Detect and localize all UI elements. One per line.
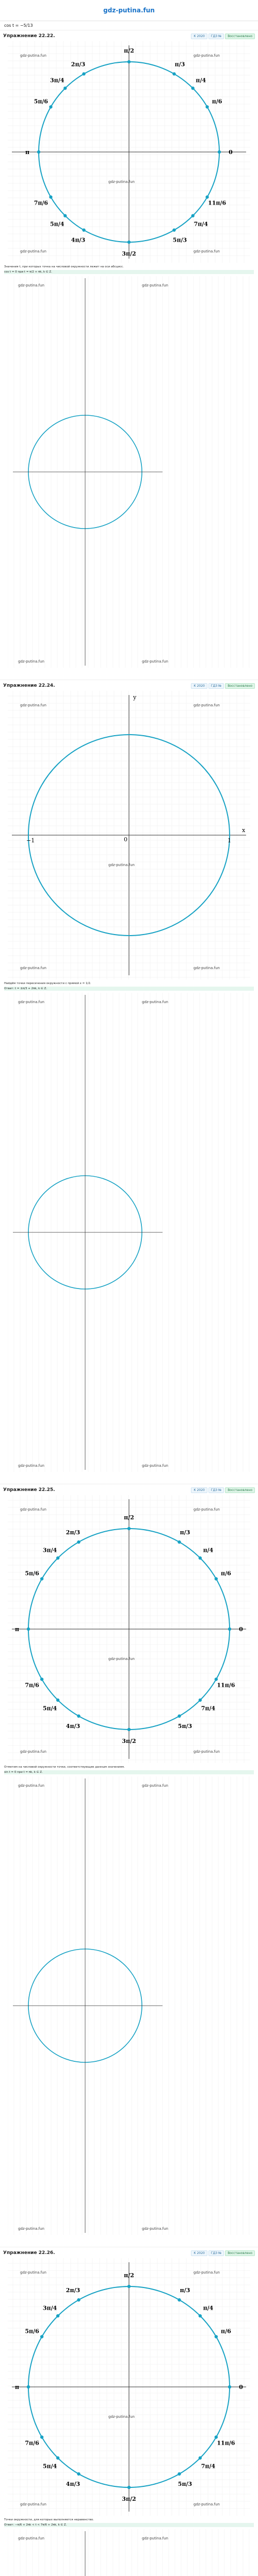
watermark-text: gdz-putina.fun (194, 2270, 220, 2275)
angle-label: 5π/3 (172, 236, 187, 244)
circle-point (40, 2335, 43, 2338)
angle-label: 5π/4 (42, 2463, 57, 2470)
watermark-text: gdz-putina.fun (20, 1750, 46, 1754)
watermark-text: gdz-putina.fun (194, 54, 220, 58)
watermark-text: gdz-putina.fun (18, 1464, 44, 1468)
exercise-badges (191, 683, 255, 689)
circle-point (178, 2298, 181, 2301)
exercise-badge[interactable]: К 2020 (191, 683, 207, 689)
site-header (0, 0, 258, 21)
angle-label: π (14, 1626, 20, 1633)
angle-label: 5π/4 (42, 1705, 57, 1712)
exercise-title: Упражнение 22.26. (3, 2250, 55, 2256)
circle-point (77, 2298, 80, 2301)
angle-label: 5π/3 (178, 2480, 192, 2487)
circle-point (215, 1577, 218, 1580)
watermark-text: gdz-putina.fun (194, 249, 220, 253)
angle-label: 5π/6 (34, 98, 49, 105)
circle-point (40, 1577, 43, 1580)
watermark-text: gdz-putina.fun (18, 659, 44, 664)
exercise-section (0, 1484, 258, 2247)
watermark-text: gdz-putina.fun (142, 1000, 168, 1004)
exercise-badge[interactable]: Восстановлено (225, 683, 255, 689)
exercise-badge[interactable]: Восстановлено (225, 33, 255, 39)
angle-label: 7π/6 (25, 1682, 39, 1689)
circle-point (49, 195, 52, 198)
exercise-badge[interactable]: К 2020 (191, 2250, 207, 2256)
watermark-text: gdz-putina.fun (142, 659, 168, 664)
angle-label: π/2 (124, 2272, 134, 2279)
exercise-section (0, 680, 258, 1484)
angle-label: 11π/6 (217, 2439, 235, 2447)
watermark-text: gdz-putina.fun (142, 2227, 168, 2231)
circle-point (56, 1556, 59, 1560)
angle-label: 3π/4 (42, 2304, 57, 2312)
angle-label: 11π/6 (208, 199, 227, 207)
circle-point (40, 1677, 43, 1681)
angle-label: 7π/4 (201, 1705, 216, 1712)
watermark-text: gdz-putina.fun (20, 54, 46, 58)
circle-point (215, 2435, 218, 2438)
circle-point (77, 1715, 80, 1718)
angle-label: π/2 (124, 1514, 134, 1521)
watermark-text: gdz-putina.fun (142, 1784, 168, 1788)
exercise-title: Упражнение 22.25. (3, 1487, 55, 1493)
exercise-section (0, 2247, 258, 2576)
circle-point (127, 2486, 131, 2489)
unit-circle-figure (8, 41, 250, 263)
sketch-figure (8, 276, 250, 668)
circle-point (172, 228, 175, 231)
circle-point (82, 72, 85, 75)
exercise-badge[interactable]: Восстановлено (225, 1487, 255, 1493)
exercise-list (0, 30, 258, 2576)
angle-label: 3π/2 (122, 2496, 136, 2502)
circle-point (49, 105, 52, 108)
angle-label: π/2 (124, 47, 134, 54)
circle-point (63, 87, 67, 90)
exercise-title: Упражнение 22.24. (3, 683, 55, 688)
angle-label: π/6 (221, 1570, 231, 1577)
angle-label: π/3 (174, 61, 185, 68)
watermark-text: gdz-putina.fun (142, 2536, 168, 2540)
angle-label: 3π/4 (50, 77, 64, 84)
angle-label: 0 (229, 149, 233, 156)
watermark-text: gdz-putina.fun (20, 703, 46, 707)
watermark-text: gdz-putina.fun (18, 283, 44, 287)
intro-formula: cos t = −5/13 (4, 23, 33, 28)
exercise-note: Отметим на числовой окружности точки, соответствующие данным значениям. (4, 1766, 125, 1769)
exercise-badge[interactable]: Восстановлено (225, 2250, 255, 2256)
watermark-text: gdz-putina.fun (108, 180, 135, 184)
exercise-badge[interactable]: ГДЗ № (208, 683, 224, 689)
circle-point (199, 1556, 202, 1560)
circle-point (40, 2435, 43, 2438)
circle-point (205, 105, 208, 108)
angle-label: π/3 (180, 1529, 190, 1536)
exercise-notes (0, 2516, 258, 2529)
circle-point (37, 150, 40, 154)
angle-label: π/4 (203, 2304, 214, 2312)
angle-label: π/6 (212, 98, 222, 105)
circle-point (77, 1540, 80, 1544)
angle-label: 7π/6 (25, 2439, 39, 2447)
watermark-text: gdz-putina.fun (18, 1000, 44, 1004)
angle-label: 2π/3 (71, 61, 86, 68)
angle-label: 7π/4 (194, 221, 208, 228)
circle-point (228, 1628, 231, 1631)
angle-label: 4π/3 (71, 236, 86, 244)
circle-point (82, 228, 85, 231)
axis-label: x (242, 827, 246, 834)
sketch-figure (8, 1776, 250, 2235)
watermark-text: gdz-putina.fun (20, 2502, 46, 2506)
exercise-note: Найдём точки пересечения окружности с прямой x = 1/2. (4, 982, 91, 985)
axis-label: y (133, 694, 137, 701)
angle-label: 2π/3 (66, 1529, 80, 1536)
exercise-badge[interactable]: ГДЗ № (208, 2250, 224, 2256)
watermark-text: gdz-putina.fun (194, 966, 220, 970)
exercise-notes (0, 1763, 258, 1776)
angle-label: 2π/3 (66, 2287, 80, 2294)
circle-point (205, 195, 208, 198)
exercise-header (0, 30, 258, 41)
axis-label: 1 (228, 837, 231, 844)
circle-point (199, 2456, 202, 2460)
watermark-text: gdz-putina.fun (18, 1784, 44, 1788)
circle-point (127, 1527, 131, 1530)
exercise-notes (0, 263, 258, 276)
circle-point (27, 1628, 30, 1631)
circle-point (191, 87, 195, 90)
exercise-note: sin t = 0 при t = πk, k ∈ Z. (4, 1770, 254, 1774)
circle-point (215, 2335, 218, 2338)
exercise-notes (0, 979, 258, 993)
angle-label: 5π/6 (25, 1570, 39, 1577)
exercise-note: Ответ: −π/6 + 2πk < t < 7π/6 + 2πk, k ∈ Z. (4, 2523, 254, 2527)
exercise-header (0, 2247, 258, 2258)
sketch-figure (8, 993, 250, 1472)
unit-circle-figure (8, 691, 250, 979)
exercise-note: Ответ: t = ±π/3 + 2πk, k ∈ Z. (4, 987, 254, 991)
watermark-text: gdz-putina.fun (194, 2502, 220, 2506)
watermark-text: gdz-putina.fun (142, 283, 168, 287)
angle-label: π (25, 149, 30, 156)
circle-point (56, 2456, 59, 2460)
exercise-badge[interactable]: К 2020 (191, 1487, 207, 1493)
angle-label: 3π/2 (122, 250, 136, 257)
watermark-text: gdz-putina.fun (194, 1507, 220, 1512)
angle-label: π/4 (196, 77, 206, 84)
angle-label: 0 (239, 2384, 243, 2391)
exercise-header (0, 1484, 258, 1495)
watermark-text: gdz-putina.fun (20, 1507, 46, 1512)
circle-point (178, 1540, 181, 1544)
exercise-title: Упражнение 22.22. (3, 33, 55, 39)
circle-point (218, 150, 221, 154)
angle-label: 5π/4 (50, 221, 64, 228)
circle-point (191, 214, 195, 217)
watermark-text: gdz-putina.fun (108, 863, 135, 867)
angle-label: π (14, 2384, 20, 2391)
angle-label: π/6 (221, 2328, 231, 2335)
circle-point (178, 2472, 181, 2476)
watermark-text: gdz-putina.fun (20, 249, 46, 253)
sketch-figure (8, 2529, 250, 2576)
watermark-text: gdz-putina.fun (18, 2536, 44, 2540)
exercise-badge[interactable]: ГДЗ № (208, 1487, 224, 1493)
circle-point (63, 214, 67, 217)
angle-label: 3π/4 (42, 1547, 57, 1554)
circle-point (127, 2285, 131, 2288)
circle-point (127, 60, 131, 63)
exercise-badges (191, 1487, 255, 1493)
circle-point (172, 72, 175, 75)
angle-label: 0 (239, 1626, 243, 1633)
exercise-note: Значения t, при которых точка на числовой окружности лежит на оси абсцисс. (4, 265, 124, 268)
axis-label: 0 (124, 836, 127, 843)
exercise-badges (191, 2250, 255, 2256)
circle-point (199, 2314, 202, 2317)
watermark-text: gdz-putina.fun (108, 2415, 135, 2419)
axis-label: −1 (26, 837, 35, 844)
angle-label: 4π/3 (66, 2480, 80, 2487)
angle-label: 5π/6 (25, 2328, 39, 2335)
watermark-text: gdz-putina.fun (20, 966, 46, 970)
unit-circle-figure (8, 2258, 250, 2516)
watermark-text: gdz-putina.fun (18, 2227, 44, 2231)
unit-circle-figure (8, 1495, 250, 1763)
exercise-badge[interactable]: ГДЗ № (208, 33, 224, 39)
watermark-text: gdz-putina.fun (108, 1657, 135, 1661)
exercise-note: cos t = 0 при t = π/2 + πk, k ∈ Z. (4, 270, 254, 274)
circle-point (178, 1715, 181, 1718)
circle-point (199, 1699, 202, 1702)
exercise-header (0, 680, 258, 691)
circle-point (228, 2385, 231, 2388)
angle-label: π/4 (203, 1547, 214, 1554)
angle-label: 7π/4 (201, 2463, 216, 2470)
circle-point (27, 2385, 30, 2388)
watermark-text: gdz-putina.fun (142, 1464, 168, 1468)
circle-point (56, 2314, 59, 2317)
exercise-badge[interactable]: К 2020 (191, 33, 207, 39)
circle-point (56, 1699, 59, 1702)
circle-point (127, 241, 131, 244)
angle-label: 7π/6 (34, 199, 49, 207)
angle-label: 5π/3 (178, 1722, 192, 1730)
circle-point (215, 1677, 218, 1681)
angle-label: 4π/3 (66, 1722, 80, 1730)
exercise-badges (191, 33, 255, 39)
circle-point (77, 2472, 80, 2476)
exercise-section (0, 30, 258, 680)
angle-label: 11π/6 (217, 1682, 235, 1689)
angle-label: π/3 (180, 2287, 190, 2294)
exercise-note: Точки окружности, для которых выполняется неравенство. (4, 2518, 94, 2521)
watermark-text: gdz-putina.fun (194, 1750, 220, 1754)
site-logo[interactable]: gdz-putina.fun (103, 7, 155, 14)
watermark-text: gdz-putina.fun (194, 703, 220, 707)
angle-label: 3π/2 (122, 1738, 136, 1744)
watermark-text: gdz-putina.fun (20, 2270, 46, 2275)
circle-point (127, 1728, 131, 1731)
